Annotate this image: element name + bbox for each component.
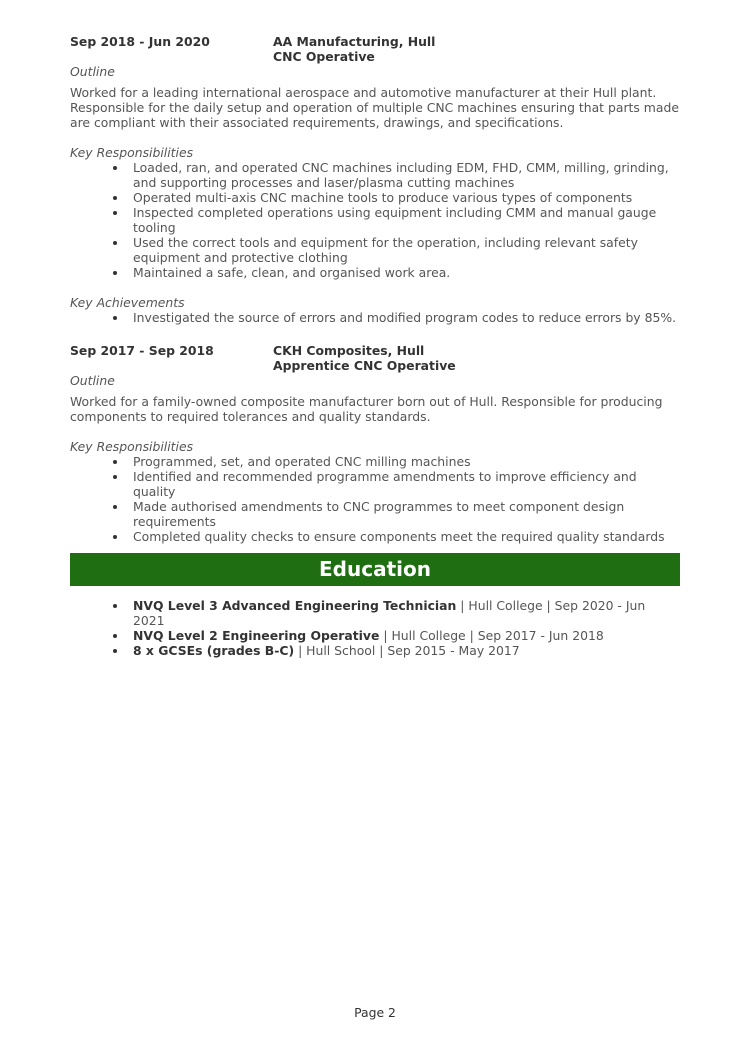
resume-page <box>70 34 680 658</box>
education-heading: Education <box>70 553 680 586</box>
list-item: Investigated the source of errors and modified program codes to reduce errors by 85%. <box>133 310 680 325</box>
education-item <box>133 598 680 628</box>
page-number: Page 2 <box>354 1005 396 1020</box>
outline-label: Outline <box>70 373 115 388</box>
job-header <box>70 34 680 64</box>
qualification-name: 8 x GCSEs (grades B-C) <box>133 643 295 658</box>
qualification-name: NVQ Level 2 Engineering Operative <box>133 628 380 643</box>
job-entry <box>70 34 680 325</box>
job-company: AA Manufacturing, Hull <box>273 34 436 49</box>
job-company-block <box>273 343 456 373</box>
list-item: Completed quality checks to ensure components meet the required quality standards <box>133 529 680 544</box>
qualification-detail: | Hull College | Sep 2020 - Jun 2021 <box>133 598 646 628</box>
responsibilities-label: Key Responsibilities <box>70 439 194 454</box>
responsibilities-list <box>70 454 680 544</box>
qualification-detail: | Hull School | Sep 2015 - May 2017 <box>294 643 520 658</box>
list-item: Used the correct tools and equipment for the operation, including relevant safety equipment and protective clothing <box>133 235 680 265</box>
list-item: Inspected completed operations using equipment including CMM and manual gauge tooling <box>133 205 680 235</box>
job-dates: Sep 2017 - Sep 2018 <box>70 343 214 358</box>
responsibilities-label: Key Responsibilities <box>70 145 194 160</box>
job-title: Apprentice CNC Operative <box>273 358 456 373</box>
qualification-detail: | Hull College | Sep 2017 - Jun 2018 <box>379 628 604 643</box>
education-list <box>70 598 680 658</box>
outline-text: Worked for a family-owned composite manufacturer born out of Hull. Responsible for producing components to required tolerances and quality standards. <box>70 394 663 424</box>
achievements-label: Key Achievements <box>70 295 185 310</box>
list-item: Maintained a safe, clean, and organised work area. <box>133 265 680 280</box>
list-item: Loaded, ran, and operated CNC machines including EDM, FHD, CMM, milling, grinding, and supporting processes and laser/plasma cutting machines <box>133 160 680 190</box>
list-item: Made authorised amendments to CNC programmes to meet component design requirements <box>133 499 680 529</box>
list-item: Programmed, set, and operated CNC milling machines <box>133 454 680 469</box>
outline-label: Outline <box>70 64 115 79</box>
list-item: Operated multi-axis CNC machine tools to produce various types of components <box>133 190 680 205</box>
job-dates: Sep 2018 - Jun 2020 <box>70 34 210 49</box>
responsibilities-list <box>70 160 680 280</box>
education-item <box>133 628 680 643</box>
education-item <box>133 643 680 658</box>
achievements-list <box>70 310 680 325</box>
job-company-block <box>273 34 435 64</box>
job-company: CKH Composites, Hull <box>273 343 425 358</box>
list-item: Identified and recommended programme amendments to improve efficiency and quality <box>133 469 680 499</box>
job-title: CNC Operative <box>273 49 375 64</box>
job-entry <box>70 343 680 544</box>
qualification-name: NVQ Level 3 Advanced Engineering Technician <box>133 598 457 613</box>
outline-text: Worked for a leading international aerospace and automotive manufacturer at their Hull plant. Responsible for the daily setup and operation of multiple CNC machines ensuring that parts made are compliant with their associated requirements, drawings, and specifications. <box>70 85 679 130</box>
job-header <box>70 343 680 373</box>
